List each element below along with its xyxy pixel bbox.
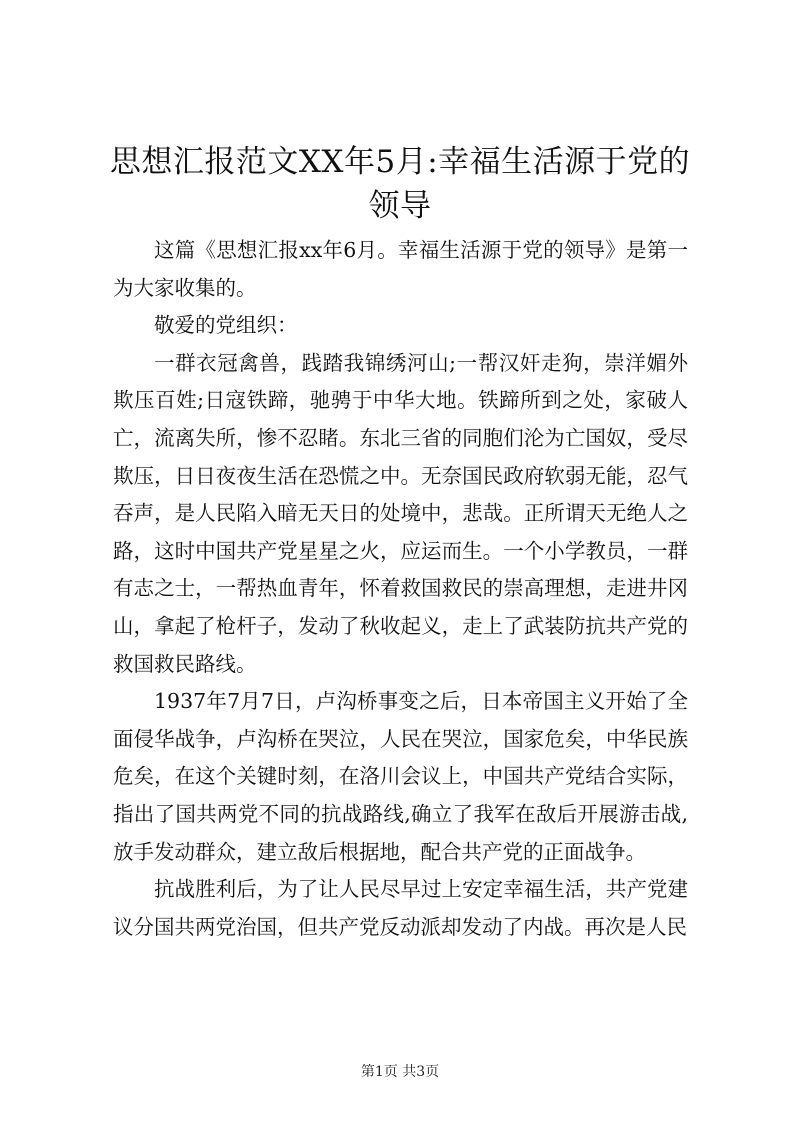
paragraph-history-2: 1937年7月7日，卢沟桥事变之后，日本帝国主义开始了全面侵华战争，卢沟桥在哭泣，人民在哭泣，国家危矣，中华民族危矣，在这个关键时刻，在洛川会议上，中国共产党结合实际，指出了国共两党不同的抗战路线,确立了我军在敌后开展游击战,放手发动群众，建立敌后根据地，配合共产党的正面战争。 [113,689,688,864]
paragraph-intro: 这篇《思想汇报xx年6月。幸福生活源于党的领导》是第一为大家收集的。 [113,238,688,300]
document-body [113,232,688,946]
paragraph-history-3: 抗战胜利后，为了让人民尽早过上安定幸福生活，共产党建议分国共两党治国，但共产党反动派却发动了内战。再次是人民 [113,877,688,939]
paragraph-salutation: 敬爱的党组织： [154,313,298,338]
document-title: 思想汇报范文XX年5月:幸福生活源于党的领导 [109,144,691,224]
paragraph-history-1: 一群衣冠禽兽，践踏我锦绣河山;一帮汉奸走狗，崇洋媚外欺压百姓;日寇铁蹄，驰骋于中华大地。铁蹄所到之处，家破人亡，流离失所，惨不忍睹。东北三省的同胞们沦为亡国奴，受尽欺压，日日夜夜生活在恐慌之中。无奈国民政府软弱无能，忍气吞声，是人民陷入暗无天日的处境中，悲哉。正所谓天无绝人之路，这时中国共产党星星之火，应运而生。一个小学教员，一群有志之士，一帮热血青年，怀着救国救民的崇高理想，走进井冈山，拿起了枪杆子，发动了秋收起义，走上了武装防抗共产党的救国救民路线。 [113,350,688,676]
page-number-footer: 第1页 共3页 [360,1064,440,1080]
